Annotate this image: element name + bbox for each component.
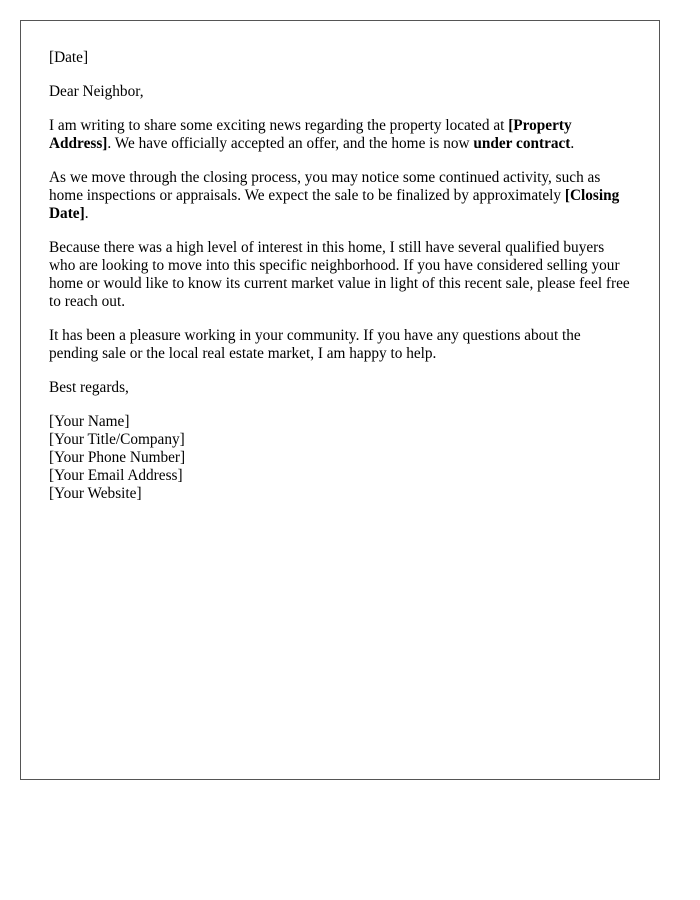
p1-text-before: I am writing to share some exciting news regarding the property located at [49, 117, 509, 134]
closing-phrase: Best regards, [49, 379, 129, 396]
date-line: [Date] [49, 49, 89, 66]
p1-text-middle: . We have officially accepted an offer, and the home is now [107, 135, 474, 152]
p1-text-after: . [570, 135, 575, 152]
paragraph-closing-process [49, 169, 631, 223]
salutation: Dear Neighbor, [49, 83, 144, 100]
signature-title: [Your Title/Company] [49, 431, 185, 448]
paragraph-buyers-interest: Because there was a high level of interest in this home, I still have several qualified buyers who are looking to move into this specific neighborhood. If you have considered selling your home or would like to know its current market value in light of this recent sale, please feel free to reach out. [49, 239, 630, 310]
signature-email: [Your Email Address] [49, 467, 183, 484]
signature-website: [Your Website] [49, 485, 142, 502]
p2-text-before: As we move through the closing process, you may notice some continued activity, such as home inspections or appraisals. We expect the sale to be finalized by approximately [49, 169, 601, 204]
signature-phone: [Your Phone Number] [49, 449, 186, 466]
p2-text-after: . [84, 205, 89, 222]
contract-status: under contract [473, 135, 571, 152]
signature-name: [Your Name] [49, 413, 130, 430]
letter-page [20, 20, 660, 780]
property-address-placeholder: [Property Address] [49, 117, 572, 152]
paragraph-announcement [49, 117, 631, 153]
closing-date-placeholder: [Closing Date] [49, 187, 620, 222]
paragraph-community: It has been a pleasure working in your community. If you have any questions about the pending sale or the local real estate market, I am happy to help. [49, 327, 581, 362]
signature-block [49, 413, 631, 503]
